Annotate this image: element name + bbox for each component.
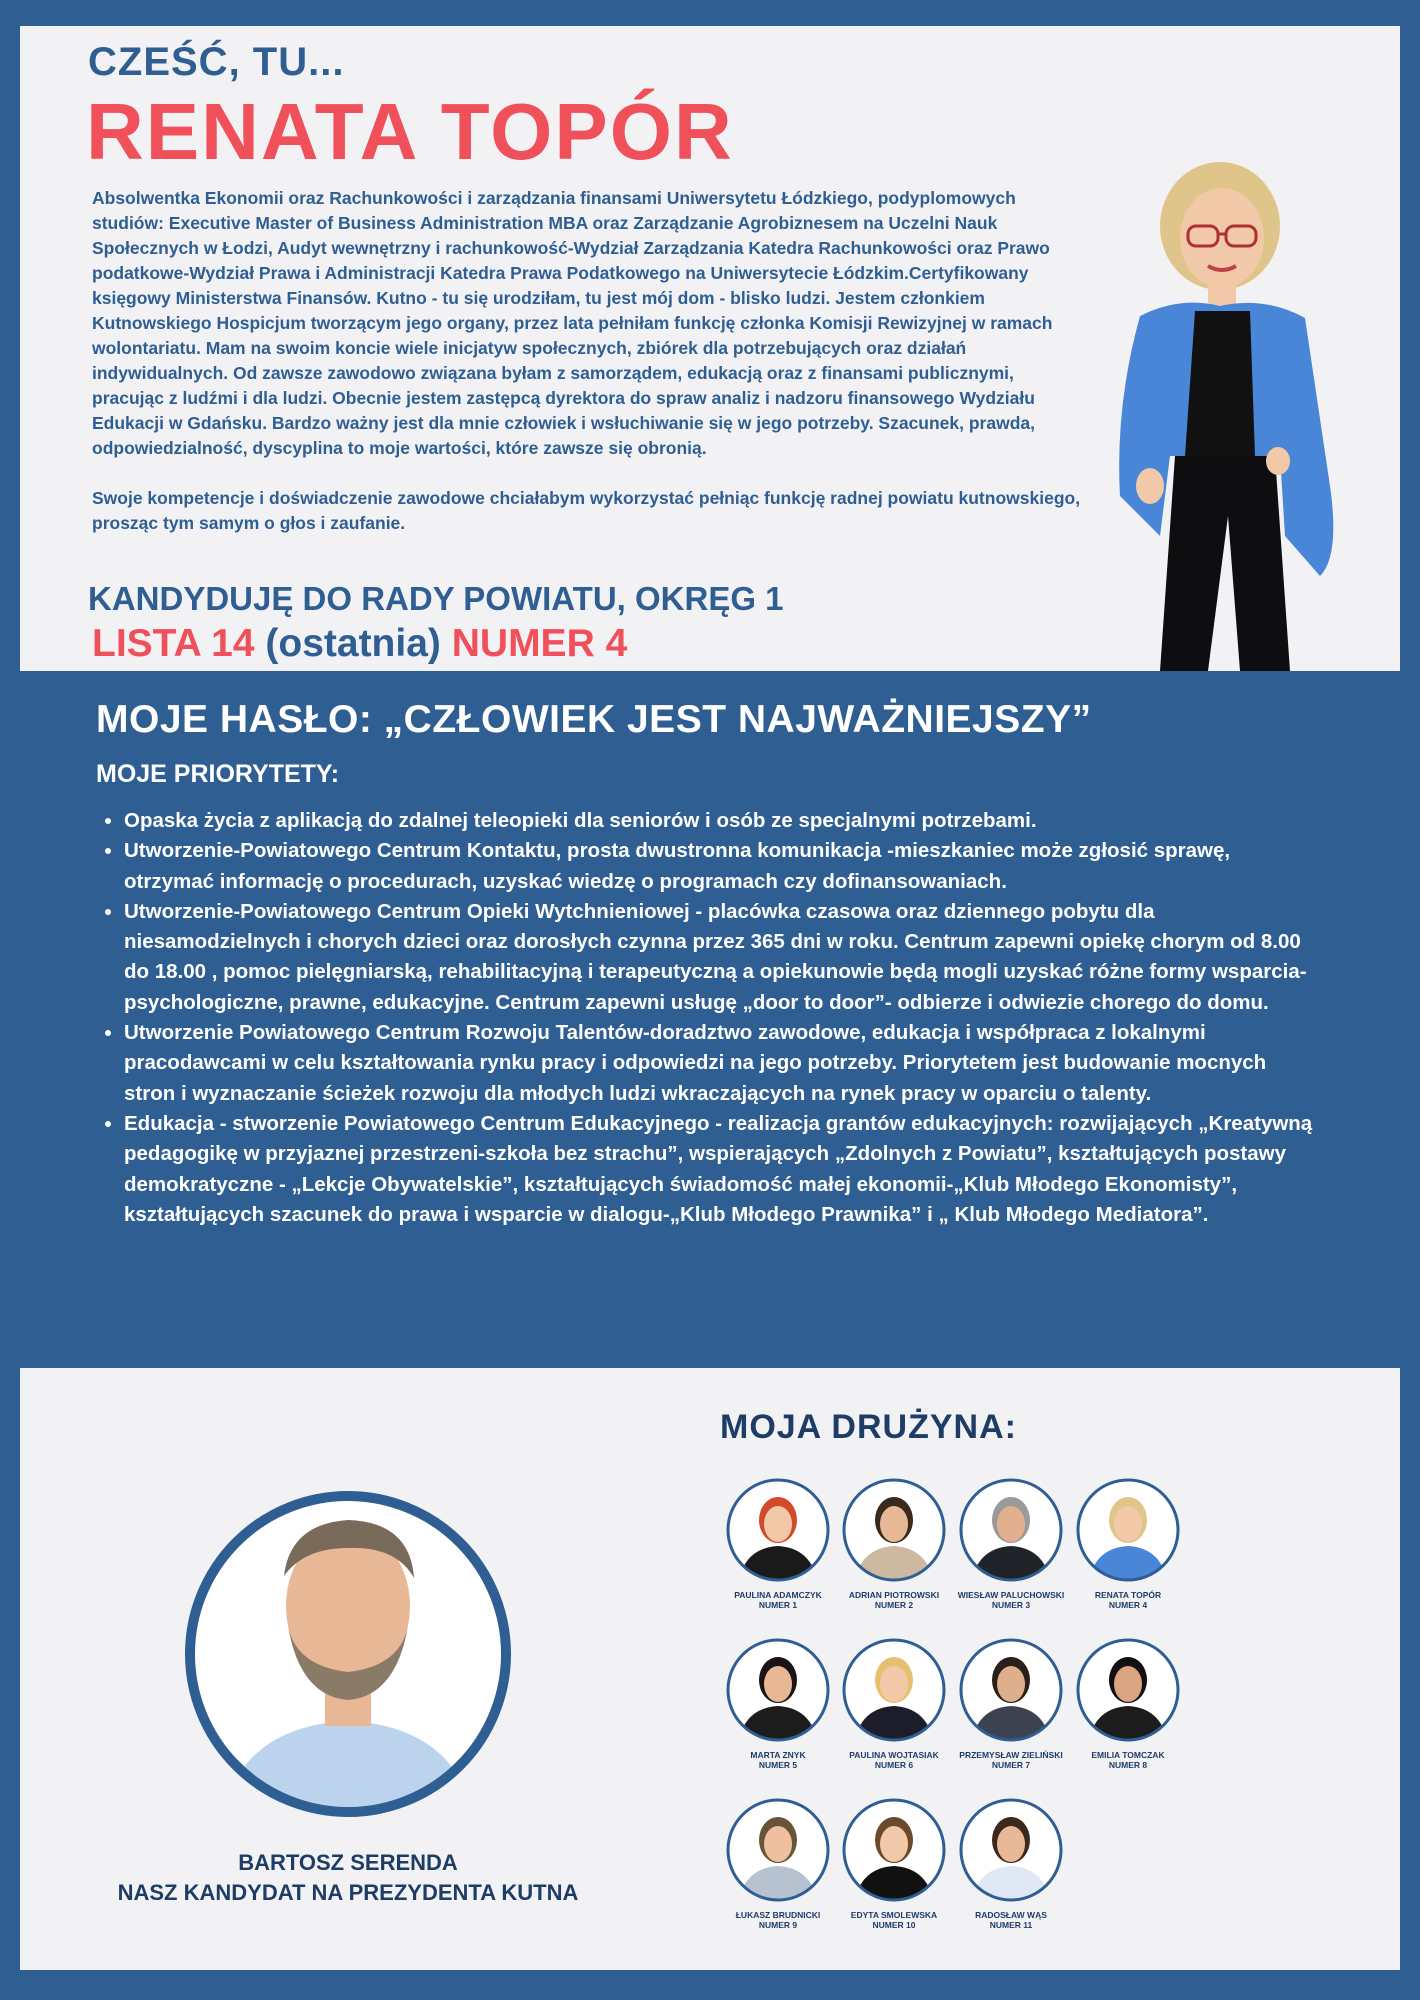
team-member (834, 1796, 954, 1930)
team-member-photo (1074, 1636, 1182, 1744)
team-member-photo (957, 1636, 1065, 1744)
team-member-name: PAULINA ADAMCZYK (734, 1590, 822, 1600)
team-member (718, 1796, 838, 1930)
list-label: LISTA 14 (92, 622, 255, 665)
team-member-label (951, 1590, 1071, 1610)
team-member-name: EDYTA SMOLEWSKA (850, 1910, 938, 1920)
team-member-label (718, 1750, 838, 1770)
team-member (1068, 1476, 1188, 1610)
priority-item: • Edukacja - stworzenie Powiatowego Centrum Edukacyjnego - realizacja grantów edukacyjnych: rozwijających „Kreatywną pedagogikę w przyjaznej przestrzeni-szkoła bez strachu”, wspierających „Zdolnych z Powiatu”, kształtujących postawy demokratyczne - „Lekcje Obywatelskie”, kształtujących świadomość małej ekonomii-„Klub Młodego Ekonomisty”, kształtujących szacunek do prawa i wsparcie w dialogu-„Klub Młodego Prawnika” i „ Klub Młodego Mediatora”. (124, 1109, 1314, 1230)
team-member-name: EMILIA TOMCZAK (1091, 1750, 1165, 1760)
team-member-label (718, 1590, 838, 1610)
team-member-label (718, 1910, 838, 1930)
team-member-label (1068, 1590, 1188, 1610)
team-member-number: NUMER 4 (1108, 1600, 1148, 1610)
team-member-number: NUMER 8 (1108, 1760, 1148, 1770)
candidate-intro-panel (20, 26, 1400, 671)
team-member-label (951, 1750, 1071, 1770)
team-member-name: WIESŁAW PALUCHOWSKI (957, 1590, 1065, 1600)
team-member (1068, 1636, 1188, 1770)
team-panel (20, 1368, 1400, 1970)
team-member-label (951, 1910, 1071, 1930)
candidacy-line: KANDYDUJĘ DO RADY POWIATU, OKRĘG 1 (88, 580, 784, 617)
team-member-name: PRZEMYSŁAW ZIELIŃSKI (959, 1750, 1063, 1760)
team-member-number: NUMER 6 (874, 1760, 914, 1770)
team-member-number: NUMER 11 (989, 1920, 1033, 1930)
priority-item: • Opaska życia z aplikacją do zdalnej teleopieki dla seniorów i osób ze specjalnymi potrzebami. (124, 806, 1314, 836)
team-member-photo (1074, 1476, 1182, 1584)
bio-paragraph: Swoje kompetencje i doświadczenie zawodowe chciałabym wykorzystać pełniąc funkcję radnej powiatu kutnowskiego, prosząc tym samym o głos i zaufanie. (92, 488, 1081, 533)
team-member-number: NUMER 3 (991, 1600, 1031, 1610)
team-member-number: NUMER 2 (874, 1600, 914, 1610)
greeting-heading: CZEŚĆ, TU... (88, 40, 345, 84)
team-member-photo (840, 1796, 948, 1904)
team-member-photo (724, 1796, 832, 1904)
candidate-bio (92, 186, 1082, 536)
list-note: (ostatnia) (265, 622, 441, 665)
team-member-photo (724, 1476, 832, 1584)
team-member (951, 1636, 1071, 1770)
team-member-name: RENATA TOPÓR (1094, 1590, 1162, 1600)
team-member-name: ADRIAN PIOTROWSKI (848, 1590, 940, 1600)
team-member-photo (957, 1476, 1065, 1584)
team-member-number: NUMER 5 (758, 1760, 798, 1770)
priority-item: • Utworzenie Powiatowego Centrum Rozwoju Talentów-doradztwo zawodowe, edukacja i współpraca z lokalnymi pracodawcami w celu kształtowania rynku pracy i odpowiedzi na jego potrzeby. Priorytetem jest budowanie mocnych stron i wyznaczanie ścieżek rozwoju dla młodych ludzi wkraczających na rynek pracy w oparciu o talenty. (124, 1018, 1314, 1109)
team-member-name: ŁUKASZ BRUDNICKI (735, 1910, 821, 1920)
team-member-label (834, 1750, 954, 1770)
team-member (834, 1636, 954, 1770)
mayor-name: BARTOSZ SERENDA (238, 1850, 458, 1875)
team-member-number: NUMER 1 (758, 1600, 798, 1610)
team-member-number: NUMER 9 (758, 1920, 798, 1930)
team-member-label (834, 1910, 954, 1930)
bio-paragraph: Absolwentka Ekonomii oraz Rachunkowości i zarządzania finansami Uniwersytetu Łódzkiego, podyplomowych studiów: Executive Master of Business Administration MBA oraz Zarządzanie Agrobiznesem na Uczelni Nauk Społecznych w Łodzi, Audyt wewnętrzny i rachunkowość-Wydział Zarządzania Katedra Rachunkowości oraz Prawo podatkowe-Wydział Prawa i Administracji Katedra Prawa Podatkowego na Uniwersytecie Łódzkim.Certyfikowany księgowy Ministerstwa Finansów. Kutno - tu się urodziłam, tu jest mój dom - blisko ludzi. Jestem członkiem Kutnowskiego Hospicjum tworzącym jego organy, przez lata pełniłam funkcję członka Komisji Rewizyjnej w ramach wolontariatu. Mam na swoim koncie wiele inicjatyw społecznych, zbiórek dla potrzebujących oraz działań indywidualnych. Od zawsze zawodowo związana byłam z samorządem, edukacją oraz z finansami publicznymi, pracując z ludźmi i dla ludzi. Obecnie jestem zastępcą dyrektora do spraw analiz i nadzoru finansowego Wydziału Edukacji w Gdańsku. Bardzo ważny jest dla mnie człowiek i wsłuchiwanie się w jego potrzeby. Szacunek, prawda, odpowiedzialność, dyscyplina to moje wartości, które zawsze się obronią. (92, 188, 1053, 458)
team-member (951, 1796, 1071, 1930)
mayor-photo (180, 1486, 516, 1822)
team-heading: MOJA DRUŻYNA: (720, 1408, 1017, 1446)
team-member-name: MARTA ZNYK (750, 1750, 806, 1760)
team-member-number: NUMER 10 (872, 1920, 916, 1930)
team-member-name: RADOSŁAW WĄS (975, 1910, 1047, 1920)
mayor-caption (20, 1848, 676, 1908)
team-member-photo (840, 1636, 948, 1744)
priority-item: • Utworzenie-Powiatowego Centrum Kontaktu, prosta dwustronna komunikacja -mieszkaniec może zgłosić sprawę, otrzymać informację o procedurach, uzyskać wiedzę o programach czy dofinansowaniach. (124, 836, 1314, 897)
slogan-heading: MOJE HASŁO: „CZŁOWIEK JEST NAJWAŻNIEJSZY” (96, 698, 1092, 741)
team-member-photo (724, 1636, 832, 1744)
candidate-name: RENATA TOPÓR (86, 87, 734, 176)
team-member-name: PAULINA WOJTASIAK (849, 1750, 939, 1760)
number-label: NUMER 4 (451, 622, 628, 665)
team-member (834, 1476, 954, 1610)
candidate-photo (1080, 156, 1370, 671)
priorities-heading: MOJE PRIORYTETY: (96, 760, 340, 788)
team-member-number: NUMER 7 (991, 1760, 1031, 1770)
team-member-label (1068, 1750, 1188, 1770)
team-member-photo (840, 1476, 948, 1584)
team-member-photo (957, 1796, 1065, 1904)
team-member (951, 1476, 1071, 1610)
priority-item: • Utworzenie-Powiatowego Centrum Opieki Wytchnieniowej - placówka czasowa oraz dziennego pobytu dla niesamodzielnych i chorych dzieci oraz dorosłych czynna przez 365 dni w roku. Centrum zapewni opiekę chorym od 8.00 do 18.00 , pomoc pielęgniarską, rehabilitacyjną i terapeutyczną a opiekunowie będą mogli uzyskać różne formy wsparcia-psychologiczne, prawne, edukacyjne. Centrum zapewni usługę „door to door”- odbierze i odwiezie chorego do domu. (124, 897, 1314, 1018)
team-member-label (834, 1590, 954, 1610)
team-member (718, 1476, 838, 1610)
list-number-line (92, 622, 627, 666)
mayor-subtitle: NASZ KANDYDAT NA PREZYDENTA KUTNA (117, 1880, 579, 1905)
priorities-list (96, 806, 1314, 1230)
team-member (718, 1636, 838, 1770)
